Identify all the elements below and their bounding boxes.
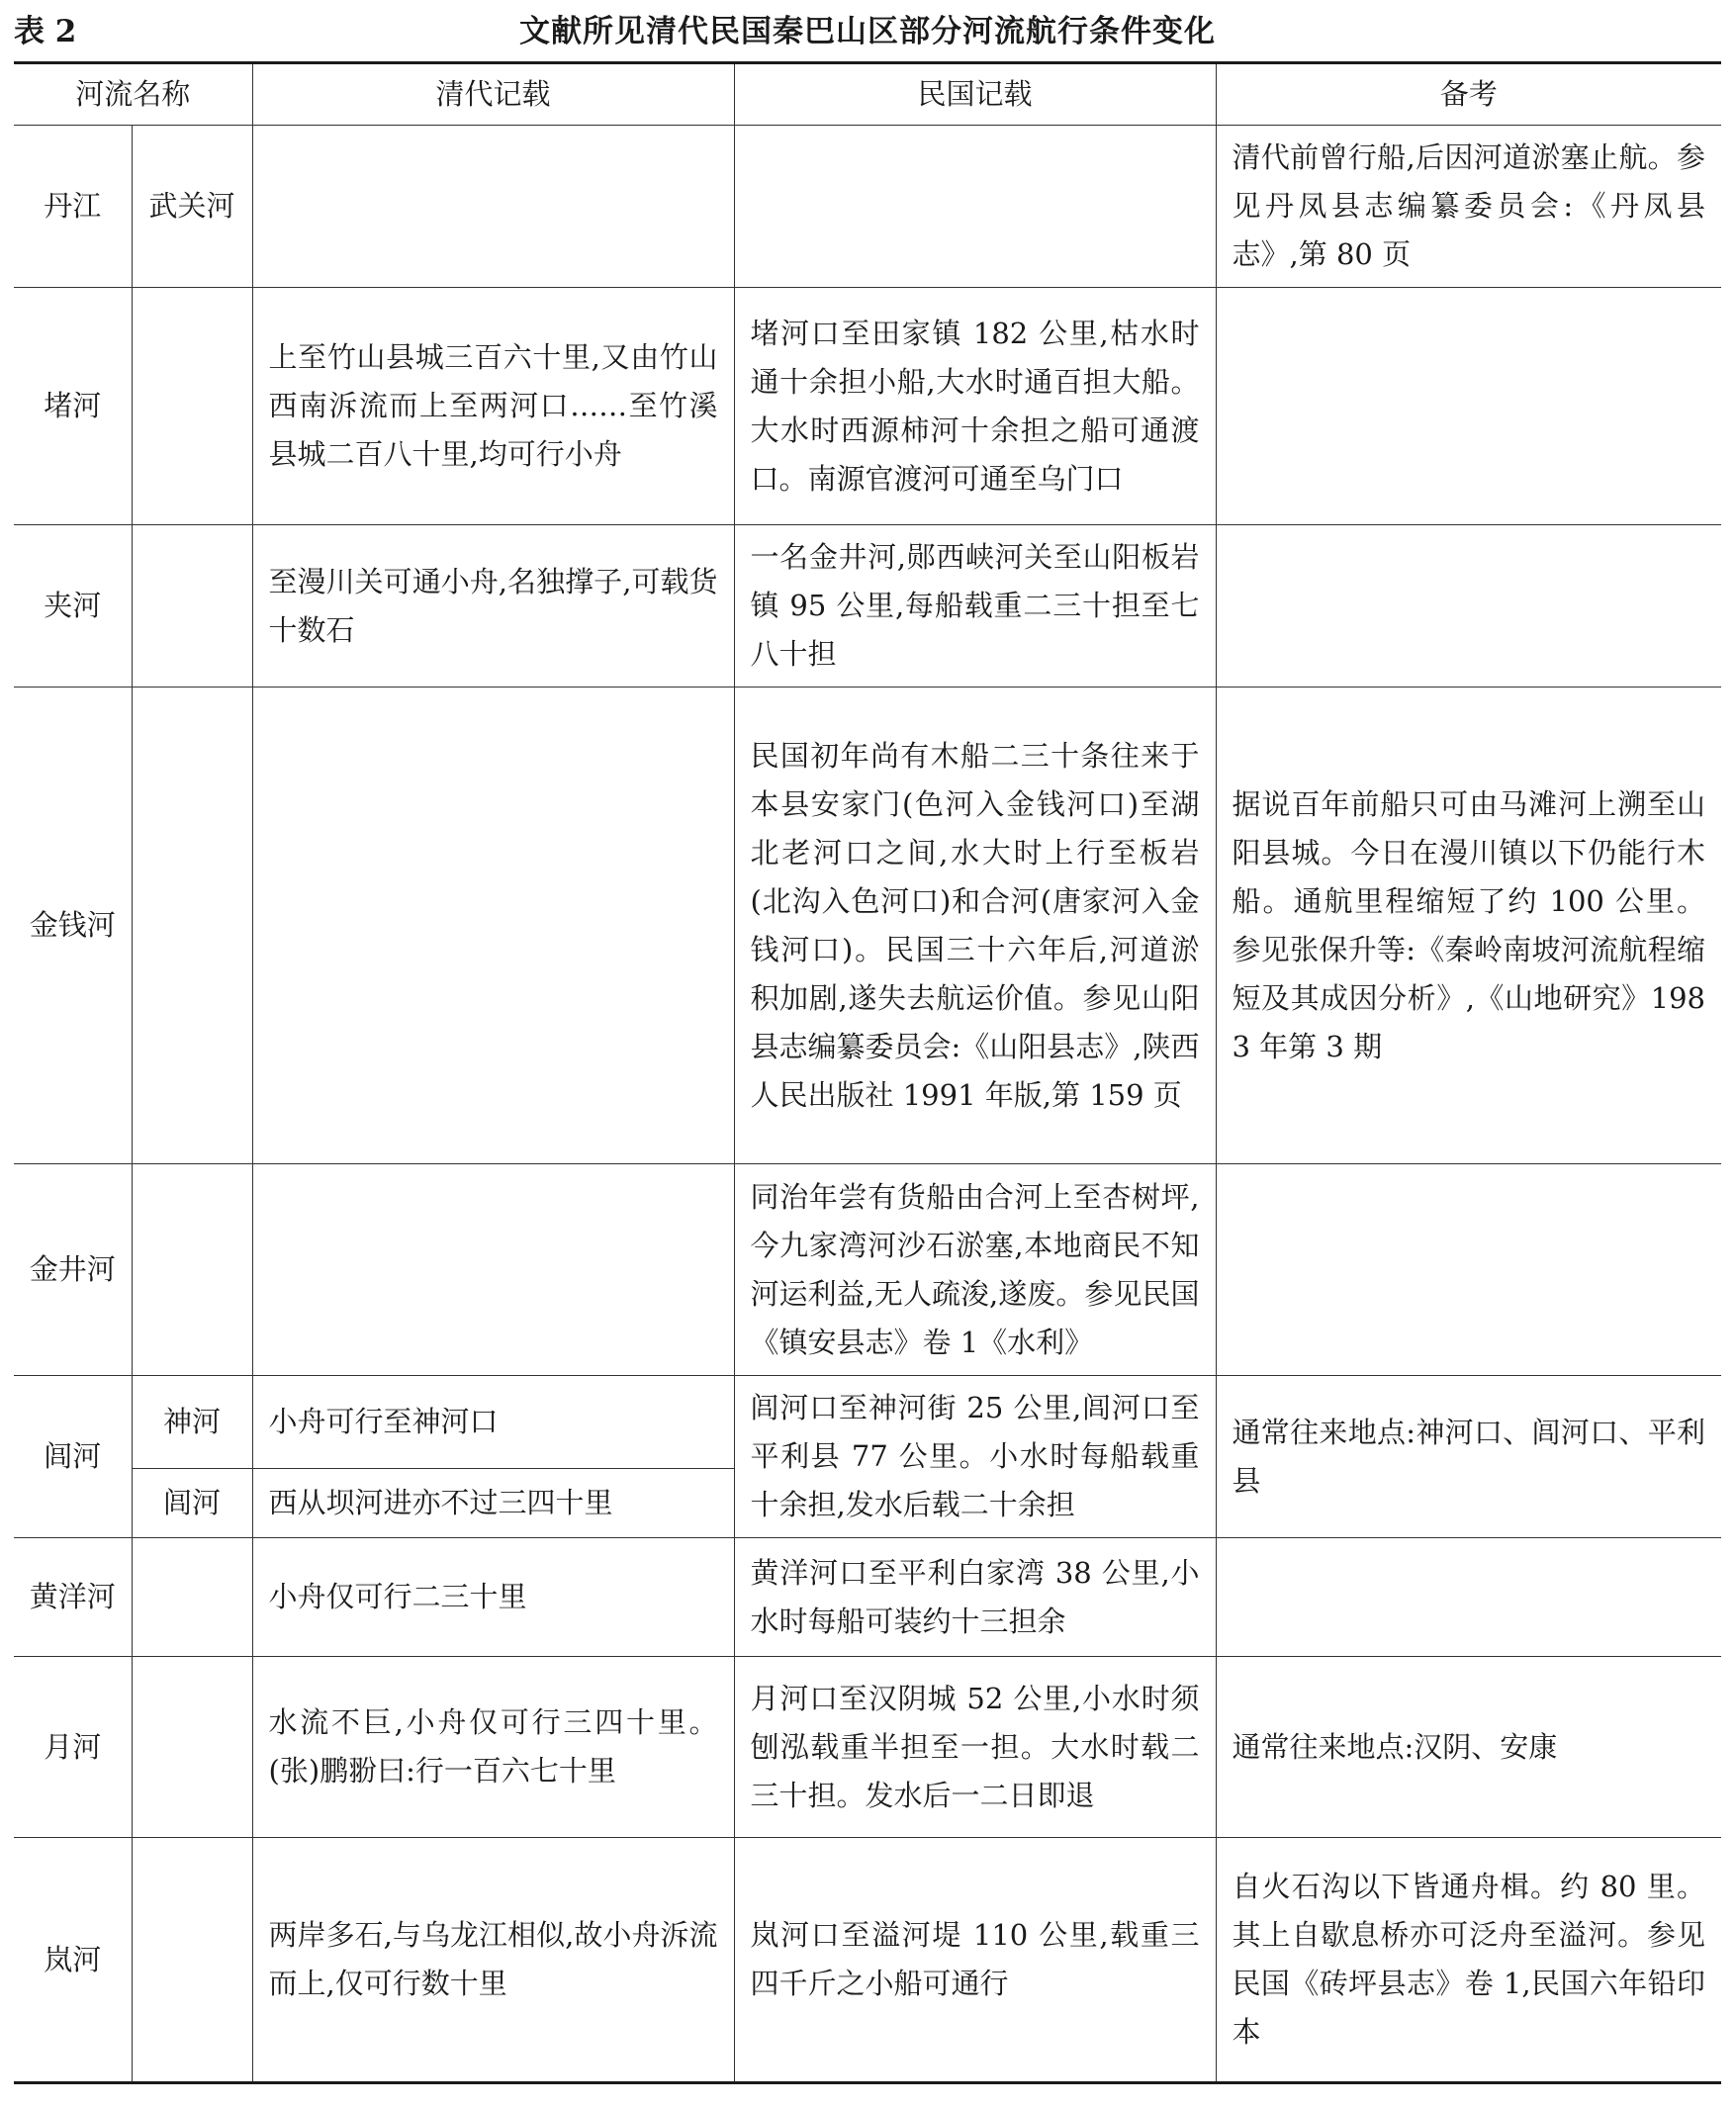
remarks: 通常往来地点:神河口、闾河口、平利县: [1216, 1376, 1721, 1538]
header-river-name: 河流名称: [14, 63, 252, 126]
remarks: [1216, 288, 1721, 525]
sub-river-name: [132, 288, 252, 525]
river-name: 闾河: [14, 1376, 132, 1538]
minguo-record: 月河口至汉阴城 52 公里,小水时须刨泓载重半担至一担。大水时载二三十担。发水后一二日即退: [734, 1657, 1216, 1838]
table-row: [14, 688, 1721, 1164]
river-name: 金钱河: [14, 688, 132, 1164]
header-minguo: 民国记载: [734, 63, 1216, 126]
sub-river-name: 武关河: [132, 126, 252, 288]
river-name: 丹江: [14, 126, 132, 288]
qing-record: 上至竹山县城三百六十里,又由竹山西南泝流而上至两河口……至竹溪县城二百八十里,均可行小舟: [252, 288, 734, 525]
header-qing: 清代记载: [252, 63, 734, 126]
table-title: 文献所见清代民国秦巴山区部分河流航行条件变化: [519, 14, 1216, 49]
table-row: [14, 126, 1721, 288]
qing-record: [252, 126, 734, 288]
minguo-record: 民国初年尚有木船二三十条往来于本县安家门(色河入金钱河口)至湖北老河口之间,水大时上行至板岩(北沟入色河口)和合河(唐家河入金钱河口)。民国三十六年后,河道淤积加剧,遂失去航运价值。参见山阳县志编纂委员会:《山阳县志》,陕西人民出版社 1991 年版,第 159 页: [734, 688, 1216, 1164]
header-row: [14, 63, 1721, 126]
river-name: 堵河: [14, 288, 132, 525]
qing-record: [252, 1164, 734, 1376]
river-navigation-table: [14, 61, 1721, 2084]
qing-record: 小舟仅可行二三十里: [252, 1538, 734, 1657]
table-row: [14, 1164, 1721, 1376]
minguo-record: 堵河口至田家镇 182 公里,枯水时通十余担小船,大水时通百担大船。大水时西源柿河十余担之船可通渡口。南源官渡河可通至乌门口: [734, 288, 1216, 525]
table-number: 表 2: [14, 14, 77, 49]
minguo-record: 一名金井河,郧西峡河关至山阳板岩镇 95 公里,每船载重二三十担至七八十担: [734, 525, 1216, 688]
sub-river-name: [132, 688, 252, 1164]
qing-record: 两岸多石,与乌龙江相似,故小舟泝流而上,仅可行数十里: [252, 1838, 734, 2083]
sub-river-name: [132, 525, 252, 688]
qing-record: 水流不巨,小舟仅可行三四十里。(张)鹏翂曰:行一百六七十里: [252, 1657, 734, 1838]
qing-record: 小舟可行至神河口: [252, 1376, 734, 1469]
minguo-record: 闾河口至神河街 25 公里,闾河口至平利县 77 公里。小水时每船载重十余担,发水后载二十余担: [734, 1376, 1216, 1538]
remarks: 自火石沟以下皆通舟楫。约 80 里。其上自歇息桥亦可泛舟至溢河。参见民国《砖坪县志》卷 1,民国六年铅印本: [1216, 1838, 1721, 2083]
header-remarks: 备考: [1216, 63, 1721, 126]
minguo-record: 黄洋河口至平利白家湾 38 公里,小水时每船可装约十三担余: [734, 1538, 1216, 1657]
table-row: [14, 1657, 1721, 1838]
minguo-record: 岚河口至溢河堤 110 公里,载重三四千斤之小船可通行: [734, 1838, 1216, 2083]
sub-river-name: [132, 1838, 252, 2083]
table-container: [14, 61, 1721, 2084]
qing-record: 西从坝河进亦不过三四十里: [252, 1468, 734, 1537]
table-caption: [14, 6, 1721, 57]
river-name: 岚河: [14, 1838, 132, 2083]
sub-river-name: [132, 1164, 252, 1376]
table-row: [14, 1838, 1721, 2083]
table-row: [14, 525, 1721, 688]
qing-record: [252, 688, 734, 1164]
sub-river-name: 神河: [132, 1376, 252, 1469]
remarks: [1216, 1538, 1721, 1657]
table-row: [14, 1376, 1721, 1469]
river-name: 金井河: [14, 1164, 132, 1376]
river-name: 月河: [14, 1657, 132, 1838]
sub-river-name: [132, 1538, 252, 1657]
remarks: [1216, 1164, 1721, 1376]
sub-river-name: [132, 1657, 252, 1838]
minguo-record: 同治年尝有货船由合河上至杏树坪,今九家湾河沙石淤塞,本地商民不知河运利益,无人疏浚,遂废。参见民国《镇安县志》卷 1《水利》: [734, 1164, 1216, 1376]
remarks: 清代前曾行船,后因河道淤塞止航。参见丹凤县志编纂委员会:《丹凤县志》,第 80 页: [1216, 126, 1721, 288]
minguo-record: [734, 126, 1216, 288]
qing-record: 至漫川关可通小舟,名独撑子,可载货十数石: [252, 525, 734, 688]
river-name: 夹河: [14, 525, 132, 688]
remarks: [1216, 525, 1721, 688]
remarks: 据说百年前船只可由马滩河上溯至山阳县城。今日在漫川镇以下仍能行木船。通航里程缩短了约 100 公里。参见张保升等:《秦岭南坡河流航程缩短及其成因分析》,《山地研究》1983 年第 3 期: [1216, 688, 1721, 1164]
table-row: [14, 1538, 1721, 1657]
river-name: 黄洋河: [14, 1538, 132, 1657]
remarks: 通常往来地点:汉阴、安康: [1216, 1657, 1721, 1838]
sub-river-name: 闾河: [132, 1468, 252, 1537]
table-row: [14, 288, 1721, 525]
